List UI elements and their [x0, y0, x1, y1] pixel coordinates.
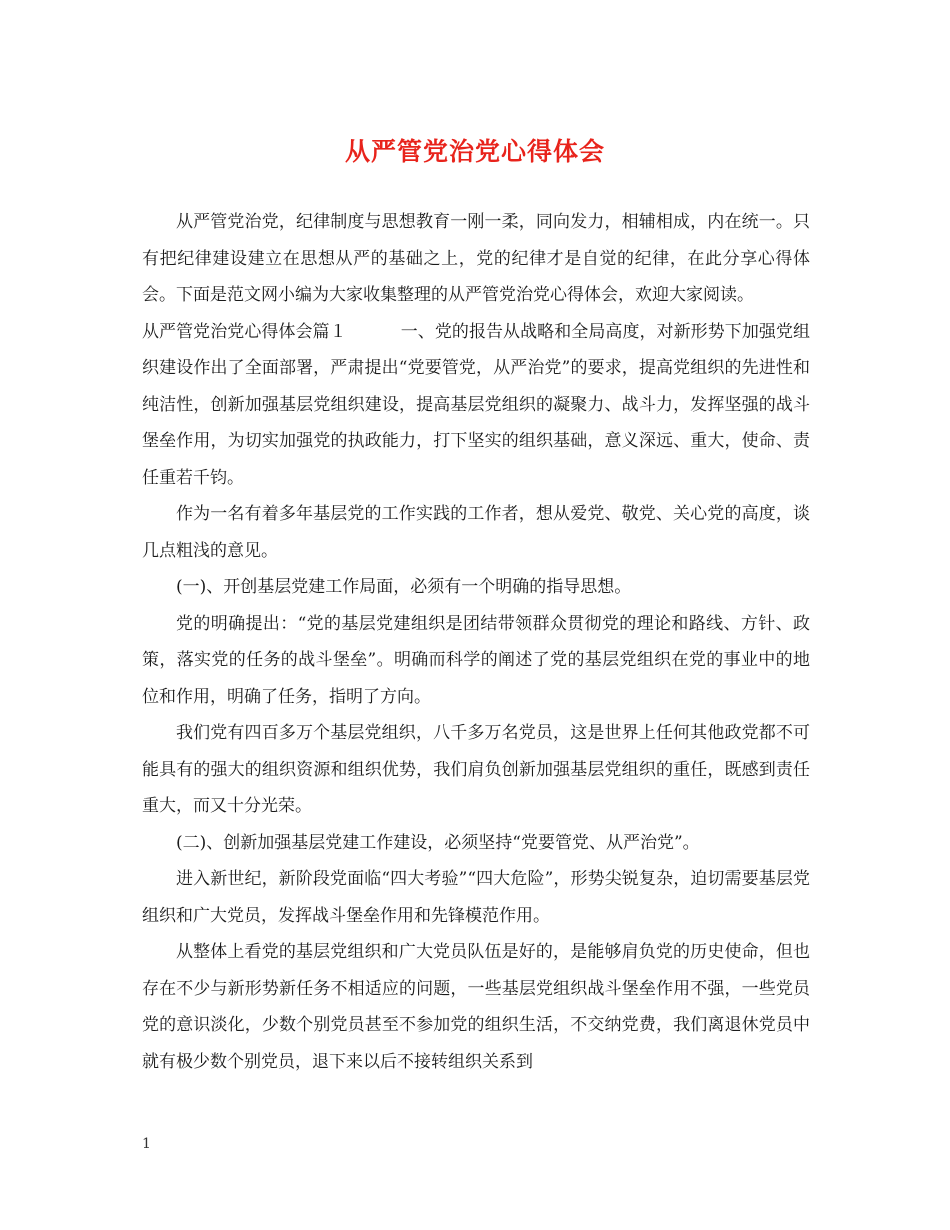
paragraph: 我们党有四百多万个基层党组织，八千多万名党员，这是世界上任何其他政党都不可能具有的强大的组织资源和组织优势，我们肩负创新加强基层党组织的重任，既感到责任重大，而又十分光荣。: [142, 723, 810, 816]
document-title: 从严管党治党心得体会: [344, 137, 605, 166]
page-number: 1: [142, 1136, 151, 1152]
document-body: [142, 204, 810, 1080]
paragraph-with-heading: [142, 314, 810, 497]
paragraph: (一)、开创基层党建工作局面，必须有一个明确的指导思想。: [176, 577, 632, 597]
paragraph-text: 一、党的报告从战略和全局高度，对新形势下加强党组织建设作出了全面部署，严肃提出“党要管党，从严治党”的要求，提高党组织的先进性和纯洁性，创新加强基层党组织建设，提高基层党组织的凝聚力、战斗力，发挥坚强的战斗堡垒作用，为切实加强党的执政能力，打下坚实的组织基础，意义深远、重大，使命、责任重若千钧。: [142, 321, 811, 488]
section-heading: 从严管党治党心得体会篇１: [142, 321, 347, 342]
paragraph: 从严管党治党，纪律制度与思想教育一刚一柔，同向发力，相辅相成，内在统一。只有把纪律建设建立在思想从严的基础之上，党的纪律才是自觉的纪律，在此分享心得体会。下面是范文网小编为大家收集整理的从严管党治党心得体会，欢迎大家阅读。: [142, 212, 810, 305]
paragraph: 作为一名有着多年基层党的工作实践的工作者，想从爱党、敬党、关心党的高度，谈几点粗浅的意见。: [142, 504, 810, 561]
paragraph: 进入新世纪，新阶段党面临“四大考验”“四大危险”，形势尖锐复杂，迫切需要基层党组织和广大党员，发挥战斗堡垒作用和先锋模范作用。: [142, 869, 810, 926]
paragraph: (二)、创新加强基层党建工作建设，必须坚持“党要管党、从严治党”。: [176, 832, 700, 853]
paragraph: 从整体上看党的基层党组织和广大党员队伍是好的，是能够肩负党的历史使命，但也存在不少与新形势新任务不相适应的问题，一些基层党组织战斗堡垒作用不强，一些党员党的意识淡化，少数个别党员甚至不参加党的组织生活，不交纳党费，我们离退休党员中就有极少数个别党员，退下来以后不接转组织关系到: [142, 942, 810, 1072]
paragraph: 党的明确提出：“党的基层党建组织是团结带领群众贯彻党的理论和路线、方针、政策，落实党的任务的战斗堡垒”。明确而科学的阐述了党的基层党组织在党的事业中的地位和作用，明确了任务，指明了方向。: [142, 613, 810, 707]
